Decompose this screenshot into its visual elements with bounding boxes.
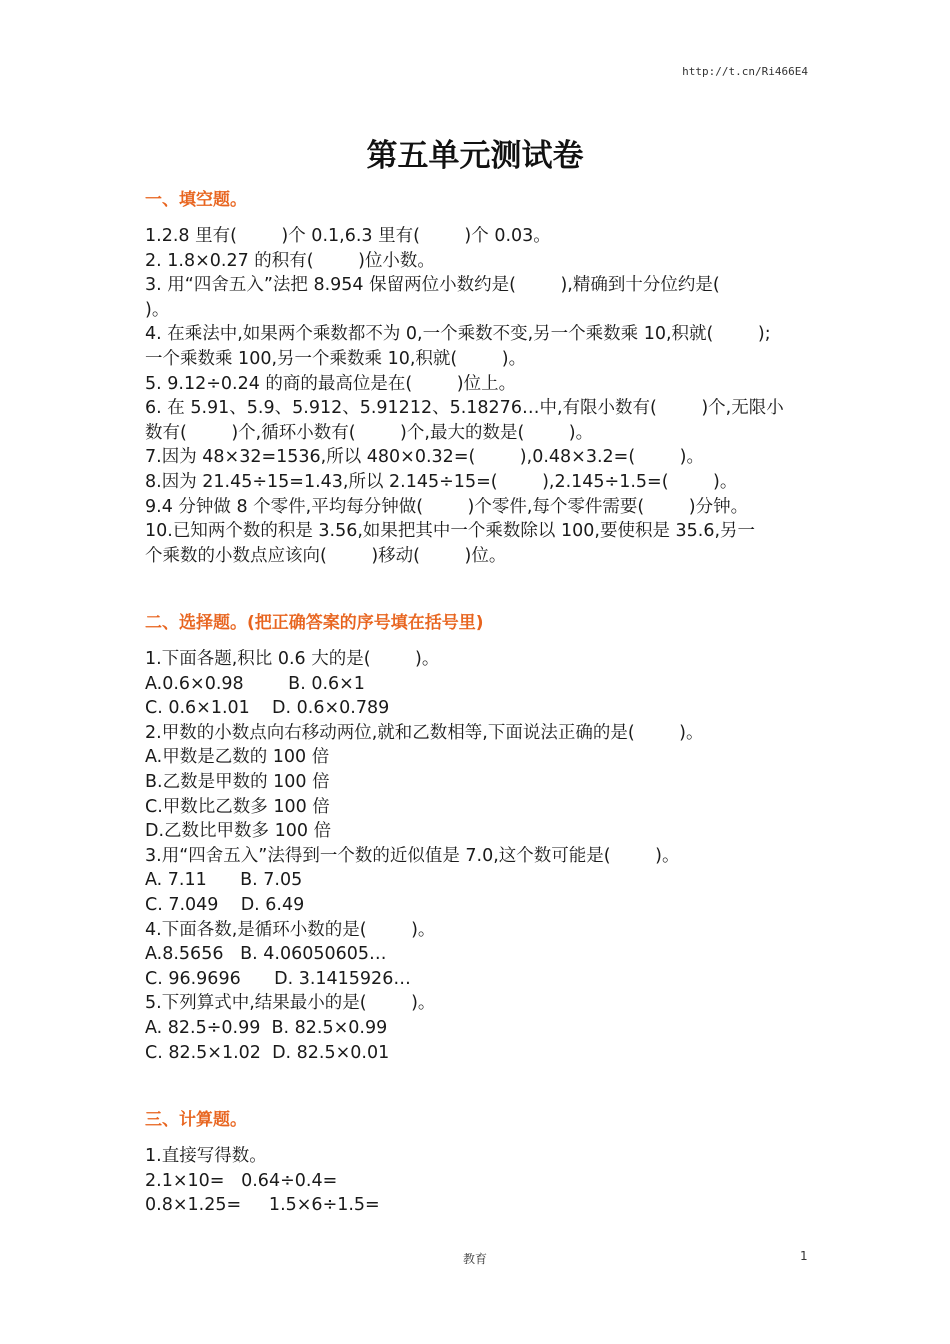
question-line: 6. 在 5.91、5.9、5.912、5.91212、5.18276…中,有限小数有( )个,无限小 (145, 398, 784, 419)
question-list (145, 647, 810, 1065)
section-multiple-choice (145, 611, 810, 1065)
question-line: D.乙数比甲数多 100 倍 (145, 821, 332, 842)
question-line: A.8.5656 B. 4.06050605… (145, 944, 387, 965)
question-line: C.甲数比乙数多 100 倍 (145, 796, 330, 817)
question-line: 1.2.8 里有( )个 0.1,6.3 里有( )个 0.03。 (145, 226, 551, 246)
question-line: 4. 在乘法中,如果两个乘数都不为 0,一个乘数不变,另一个乘数乘 10,积就( ); (145, 324, 771, 345)
question-line: 3.用“四舍五入”法得到一个数的近似值是 7.0,这个数可能是( )。 (145, 845, 680, 866)
section-heading: 二、选择题。(把正确答案的序号填在括号里) (145, 613, 484, 633)
question-line: C. 0.6×1.01 D. 0.6×0.789 (145, 698, 390, 719)
question-line: 9.4 分钟做 8 个零件,平均每分钟做( )个零件,每个零件需要( )分钟。 (145, 496, 749, 517)
question-line: 8.因为 21.45÷15=1.43,所以 2.145÷15=( ),2.145÷1.5=( )。 (145, 471, 738, 492)
question-line: C. 82.5×1.02 D. 82.5×0.01 (145, 1042, 390, 1063)
question-line: 5.下列算式中,结果最小的是( )。 (145, 993, 436, 1014)
question-line: A. 82.5÷0.99 B. 82.5×0.99 (145, 1017, 388, 1038)
question-line: 一个乘数乘 100,另一个乘数乘 10,积就( )。 (145, 348, 527, 369)
question-line: C. 7.049 D. 6.49 (145, 894, 305, 915)
question-line: 2. 1.8×0.27 的积有( )位小数。 (145, 250, 435, 271)
question-line: A.0.6×0.98 B. 0.6×1 (145, 673, 365, 694)
question-list (145, 224, 810, 568)
question-line: 0.8×1.25= 1.5×6÷1.5= (145, 1195, 380, 1216)
question-line: 1.直接写得数。 (145, 1146, 267, 1166)
section-calculation (145, 1108, 810, 1218)
question-line: 个乘数的小数点应该向( )移动( )位。 (145, 545, 507, 566)
question-line: 数有( )个,循环小数有( )个,最大的数是( )。 (145, 422, 594, 443)
question-line: C. 96.9696 D. 3.1415926… (145, 968, 411, 989)
section-heading: 一、填空题。 (145, 190, 247, 210)
page-title: 第五单元测试卷 (366, 138, 584, 174)
question-line: )。 (145, 299, 170, 320)
section-heading: 三、计算题。 (145, 1110, 247, 1130)
question-line: 5. 9.12÷0.24 的商的最高位是在( )位上。 (145, 373, 517, 394)
header-url: http://t.cn/Ri466E4 (682, 65, 808, 78)
question-line: B.乙数是甲数的 100 倍 (145, 771, 330, 792)
footer-label: 教育 (462, 1252, 487, 1266)
question-line: A.甲数是乙数的 100 倍 (145, 747, 330, 768)
question-line: 2.甲数的小数点向右移动两位,就和乙数相等,下面说法正确的是( )。 (145, 722, 704, 743)
section-fill-in (145, 188, 810, 568)
question-line: 1.下面各题,积比 0.6 大的是( )。 (145, 649, 440, 669)
question-line: 7.因为 48×32=1536,所以 480×0.32=( ),0.48×3.2=( )。 (145, 447, 704, 468)
question-list (145, 1144, 810, 1218)
question-line: A. 7.11 B. 7.05 (145, 870, 303, 891)
question-line: 2.1×10= 0.64÷0.4= (145, 1170, 338, 1191)
question-line: 4.下面各数,是循环小数的是( )。 (145, 919, 436, 940)
question-line: 10.已知两个数的积是 3.56,如果把其中一个乘数除以 100,要使积是 35.6,另一 (145, 521, 756, 542)
page-number: 1 (800, 1249, 808, 1263)
question-line: 3. 用“四舍五入”法把 8.954 保留两位小数约是( ),精确到十分位约是( (145, 275, 720, 296)
